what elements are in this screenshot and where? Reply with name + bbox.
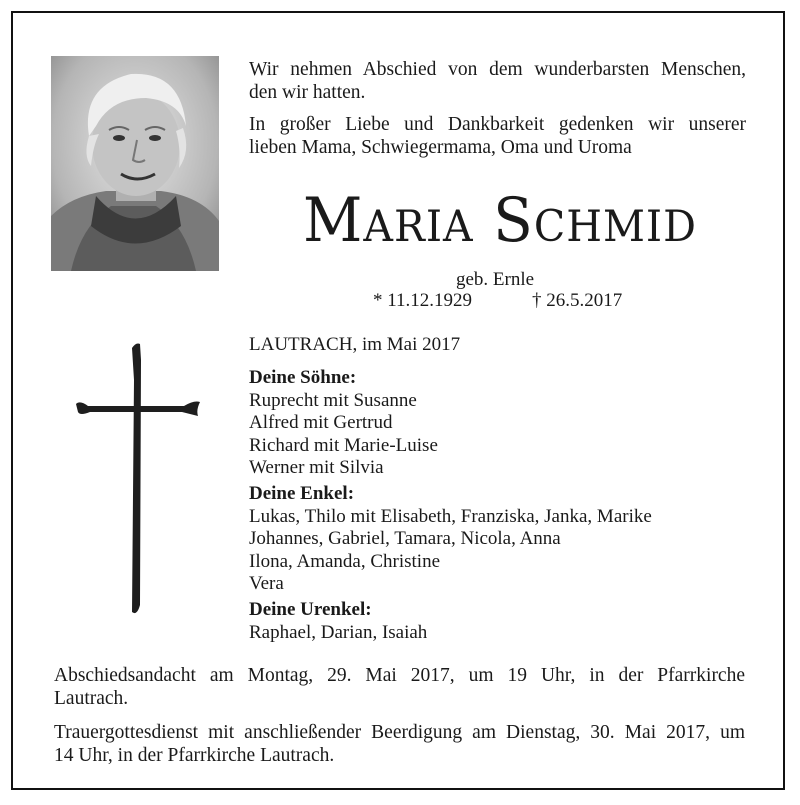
intro-text-2 (249, 113, 746, 159)
deceased-name: Maria Schmid (302, 184, 697, 256)
family-line: Johannes, Gabriel, Tamara, Nicola, Anna (249, 528, 561, 549)
service-line: Trauergottesdienst mit anschließender Beerdigung am Dienstag, 30. Mai 2017, um (54, 722, 745, 743)
intro-line: Wir nehmen Abschied von dem wunderbarsten Menschen, (249, 59, 746, 80)
intro-line: In großer Liebe und Dankbarkeit gedenken wir unserer (249, 114, 746, 135)
family-line: Lukas, Thilo mit Elisabeth, Franziska, Janka, Marike (249, 505, 652, 527)
death-date: † 26.5.2017 (532, 290, 623, 311)
birth-name: geb. Ernle (455, 269, 535, 290)
family-line: Ilona, Amanda, Christine (249, 550, 441, 572)
family-group-sons (249, 367, 438, 480)
family-line: Alfred mit Gertrud (249, 412, 393, 433)
intro-text-1 (249, 58, 746, 104)
place-date: LAUTRACH, im Mai 2017 (249, 334, 461, 355)
intro-line: den wir hatten. (249, 82, 366, 103)
service-line: Abschiedsandacht am Montag, 29. Mai 2017, um 19 Uhr, in der Pfarrkirche (54, 665, 745, 686)
farewell-service (54, 664, 745, 710)
family-line: Werner mit Silvia (249, 457, 384, 478)
funeral-service (54, 721, 745, 767)
family-group-great-grandchildren (249, 599, 427, 644)
service-line: 14 Uhr, in der Pfarrkirche Lautrach. (54, 745, 335, 766)
group-heading: Deine Söhne: (249, 367, 357, 388)
portrait-photo (51, 56, 219, 271)
group-heading: Deine Urenkel: (249, 599, 372, 620)
service-line: Lautrach. (54, 688, 129, 709)
group-heading: Deine Enkel: (249, 483, 355, 504)
family-line: Richard mit Marie-Luise (249, 434, 438, 456)
birth-date: * 11.12.1929 (373, 290, 473, 311)
family-line: Raphael, Darian, Isaiah (249, 621, 428, 643)
family-group-grandchildren (249, 483, 652, 596)
life-dates (373, 290, 622, 312)
intro-line: lieben Mama, Schwiegermama, Oma und Uroma (249, 137, 632, 158)
family-line: Ruprecht mit Susanne (249, 389, 417, 411)
family-line: Vera (249, 573, 284, 594)
cross-icon (74, 340, 202, 625)
